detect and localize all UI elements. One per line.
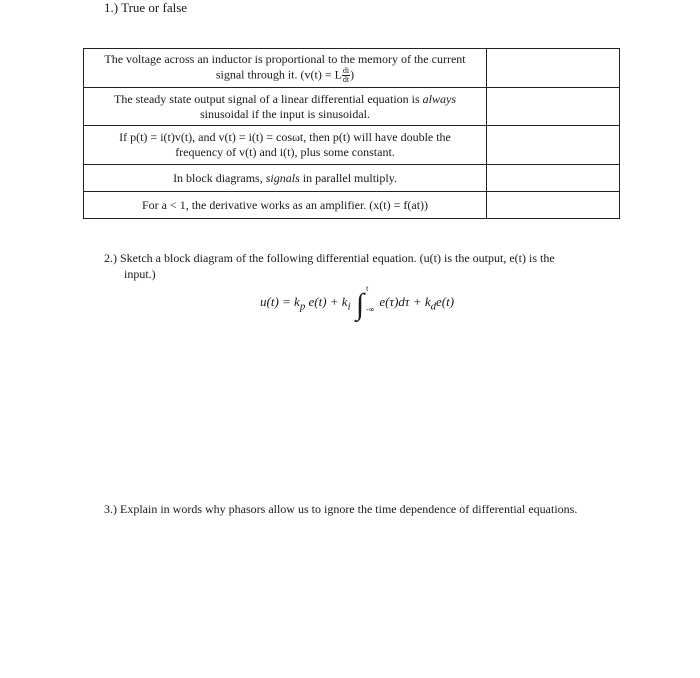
table-row <box>84 192 620 219</box>
question-2-text: input.) <box>124 267 156 281</box>
derivative-fraction: $\frac{di}{dt}$ <box>342 66 350 84</box>
statement-cell: The steady state output signal of a linear differential equation is always sinusoidal if the input is sinusoidal. <box>84 88 487 126</box>
table-row <box>84 165 620 192</box>
statement-cell: For a < 1, the derivative works as an amplifier. (x(t) = f(at)) <box>84 192 487 219</box>
question-3-text: 3.) Explain in words why phasors allow us to ignore the time dependence of differential equations. <box>104 502 578 516</box>
true-false-table <box>83 48 620 219</box>
question-2-text: 2.) Sketch a block diagram of the following differential equation. (u(t) is the output, e(t) is the <box>104 251 555 265</box>
differential-equation: $u(t) = k_p$ $e(t) + k_i$ ∫ t -∞ $e(\tau)d\tau + k_de(t)$ <box>260 284 455 321</box>
answer-cell[interactable] <box>487 126 620 165</box>
answer-cell[interactable] <box>487 88 620 126</box>
answer-cell[interactable] <box>487 165 620 192</box>
statement-cell: If p(t) = i(t)v(t), and v(t) = i(t) = cosωt, then p(t) will have double the frequency of v(t) and i(t), plus some constant. <box>84 126 487 165</box>
statement-text: The voltage across an inductor is proportional to the memory of the current <box>104 52 466 66</box>
question-1-heading: 1.) True or false <box>104 0 188 15</box>
table-row <box>84 126 620 165</box>
statement-cell: The voltage across an inductor is proportional to the memory of the current signal through it. (v(t) = L $\frac{di}{dt}$ ) <box>84 49 487 88</box>
integral-limits: t -∞ <box>366 284 375 314</box>
statement-text: signal through it. (v(t) = L <box>215 67 342 82</box>
answer-cell[interactable] <box>487 49 620 88</box>
answer-cell[interactable] <box>487 192 620 219</box>
statement-cell: In block diagrams, signals in parallel multiply. <box>84 165 487 192</box>
integral-sign: ∫ <box>355 288 365 321</box>
question-2 <box>104 250 604 282</box>
table-row <box>84 49 620 88</box>
table-row <box>84 88 620 126</box>
